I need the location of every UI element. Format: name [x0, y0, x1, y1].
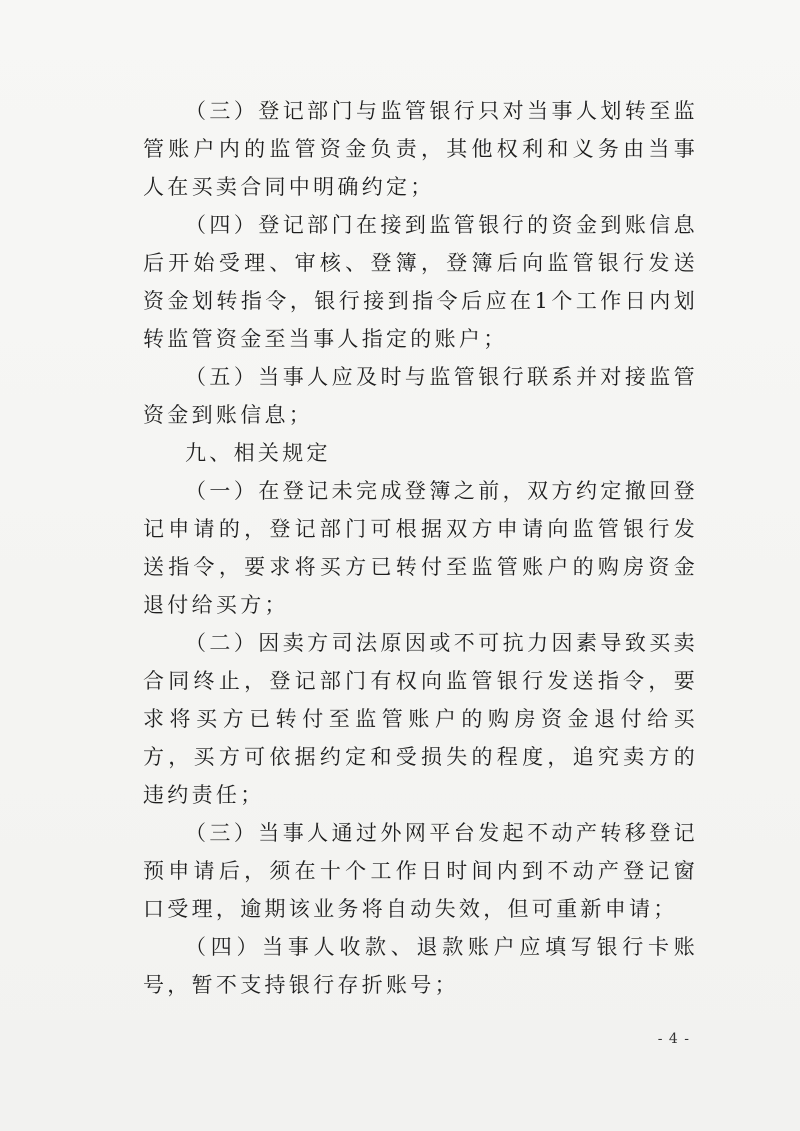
paragraph-clause-3: （三）登记部门与监管银行只对当事人划转至监管账户内的监管资金负责，其他权利和义务由当事人在买卖合同中明确约定；	[143, 99, 698, 199]
document-body	[143, 92, 698, 1004]
paragraph-clause-5: （五）当事人应及时与监管银行联系并对接监管资金到账信息；	[143, 365, 698, 427]
paragraph-rule-2: （二）因卖方司法原因或不可抗力因素导致买卖合同终止，登记部门有权向监管银行发送指令，要求将买方已转付至监管账户的购房资金退付给买方，买方可依据约定和受损失的程度，追究卖方的违约责任；	[143, 631, 698, 807]
page-number: - 4 -	[657, 1031, 690, 1047]
paragraph-clause-4: （四）登记部门在接到监管银行的资金到账信息后开始受理、审核、登簿，登簿后向监管银行发送资金划转指令，银行接到指令后应在1个工作日内划转监管资金至当事人指定的账户；	[143, 213, 698, 351]
section-heading-9: 九、相关规定	[185, 441, 331, 465]
paragraph-rule-4: （四）当事人收款、退款账户应填写银行卡账号，暂不支持银行存折账号；	[143, 935, 698, 997]
paragraph-rule-1: （一）在登记未完成登簿之前，双方约定撤回登记申请的，登记部门可根据双方申请向监管银行发送指令，要求将买方已转付至监管账户的购房资金退付给买方；	[143, 479, 698, 617]
paragraph-rule-3: （三）当事人通过外网平台发起不动产转移登记预申请后，须在十个工作日时间内到不动产登记窗口受理，逾期该业务将自动失效，但可重新申请；	[143, 821, 698, 921]
